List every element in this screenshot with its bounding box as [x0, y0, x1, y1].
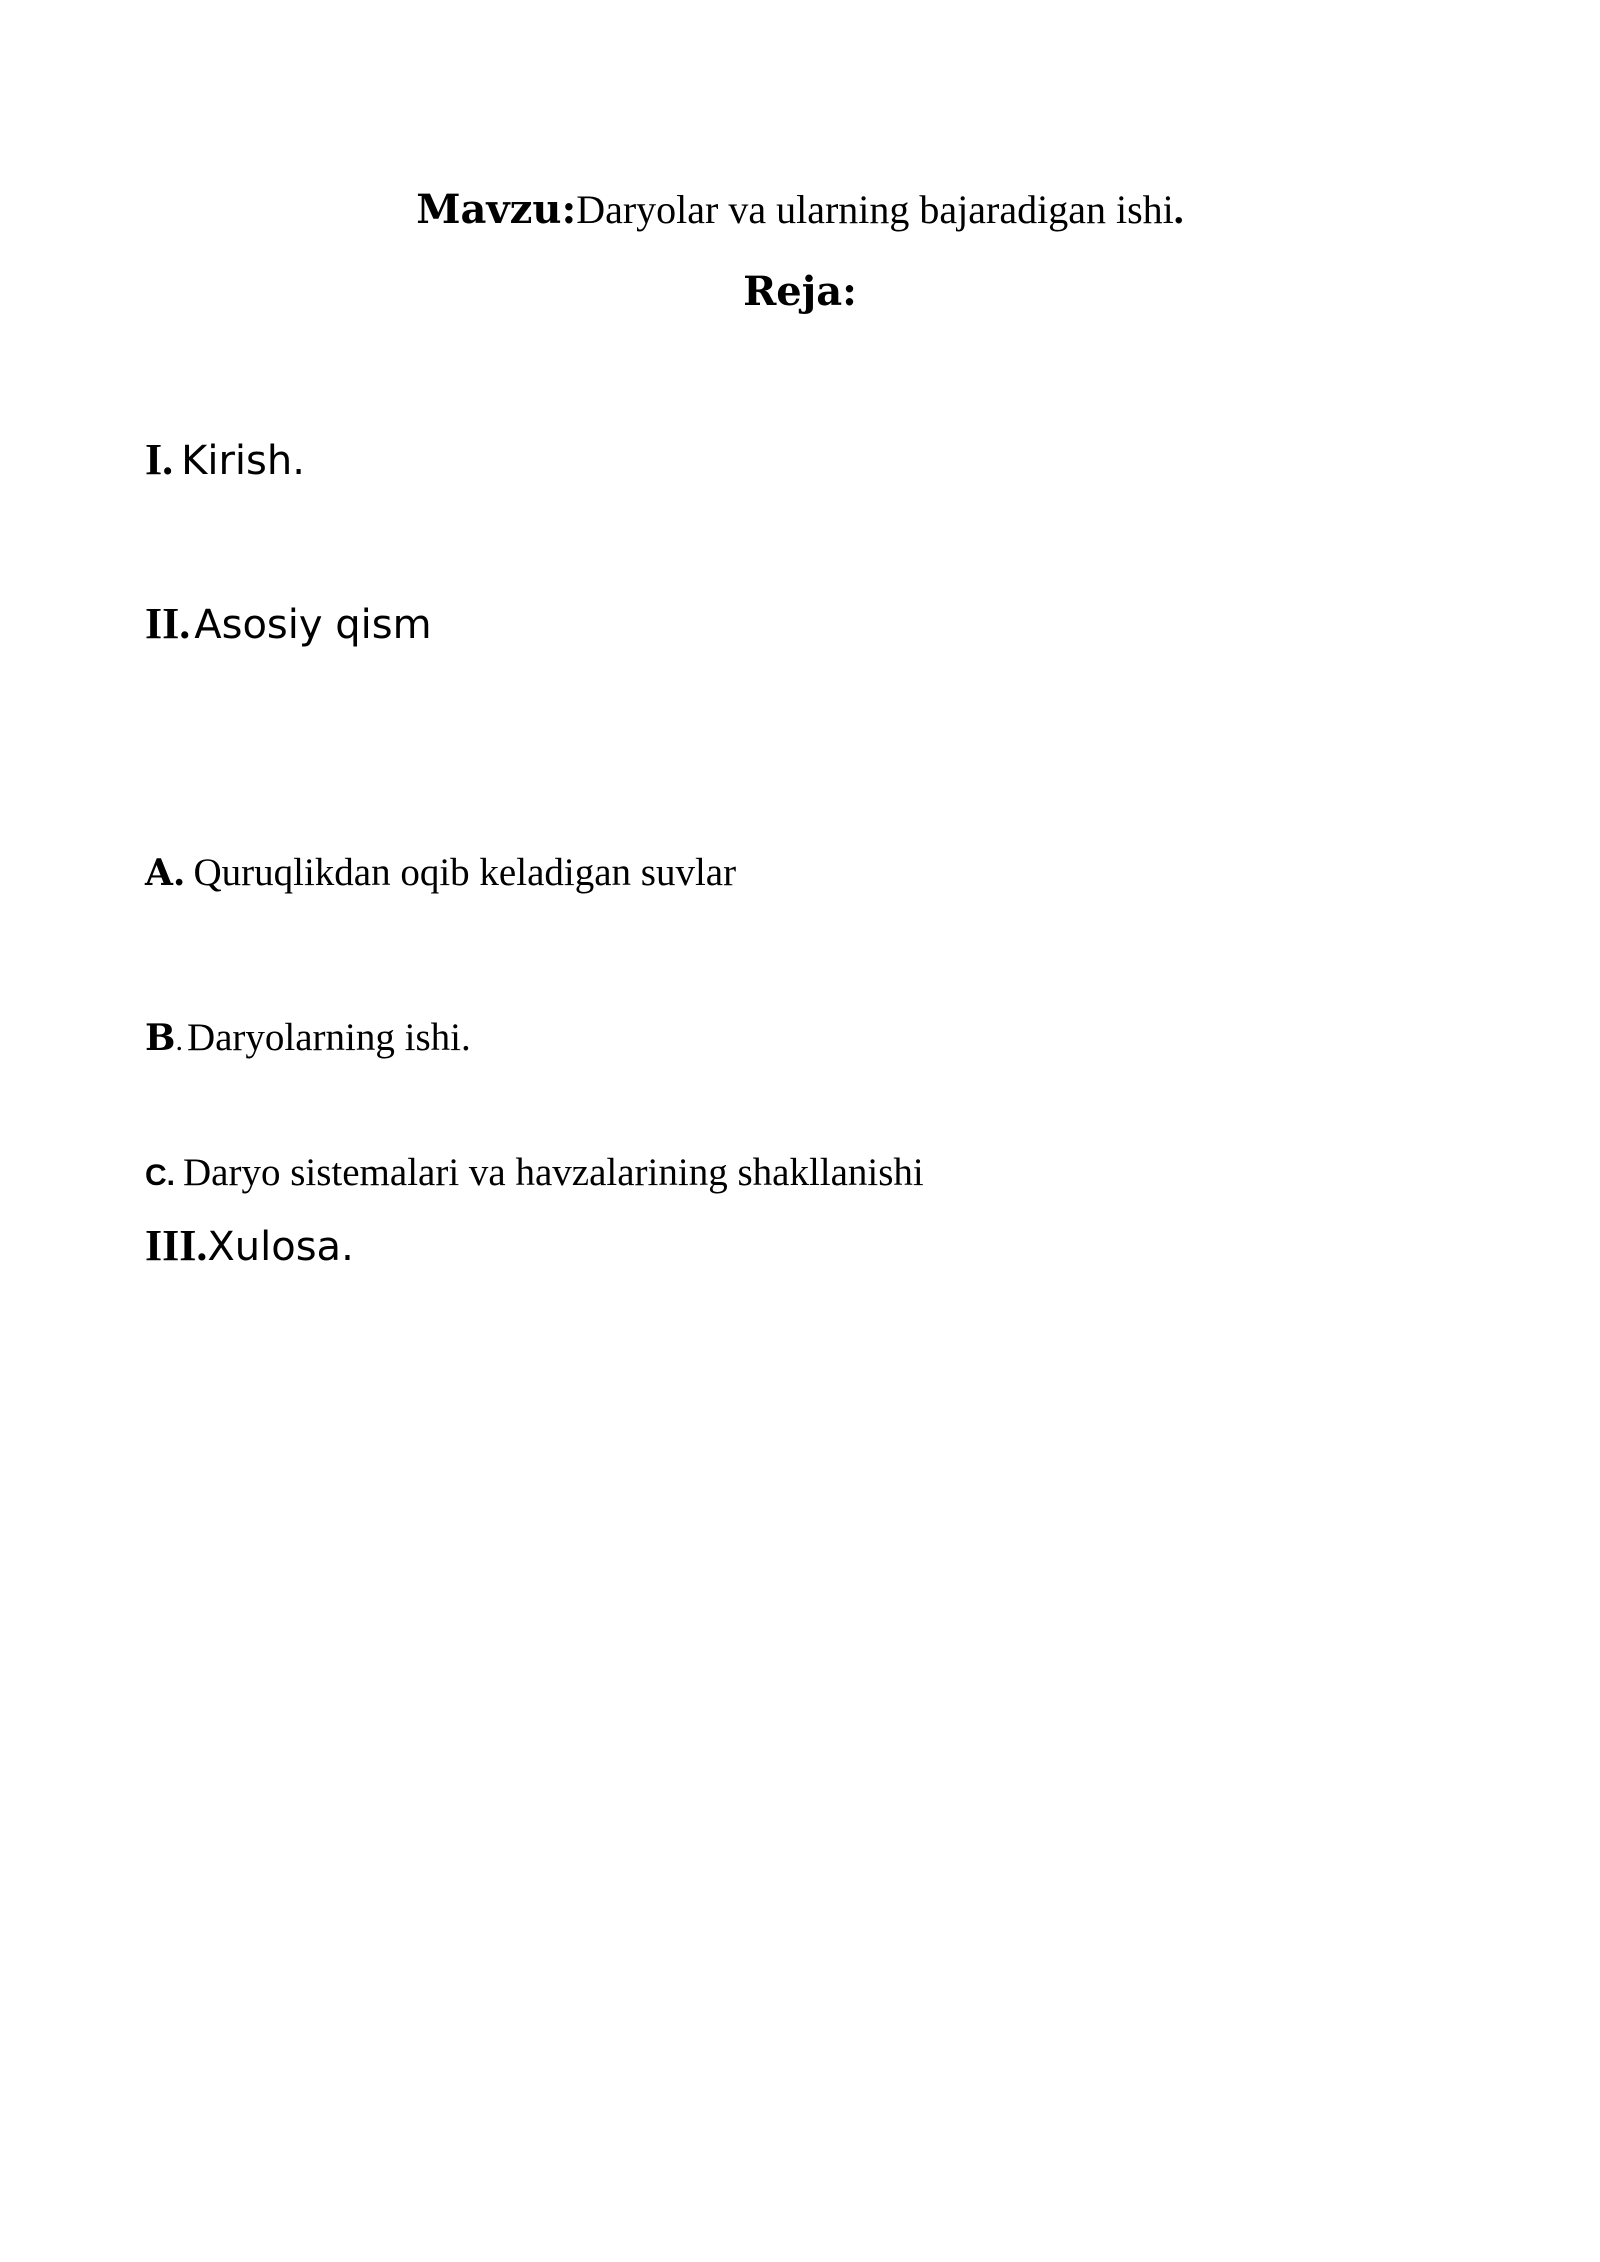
- plan-item-marker: II.: [145, 599, 191, 648]
- title-end: .: [1173, 187, 1184, 232]
- plan-item-text: Asosiy qism: [194, 602, 432, 648]
- plan-item-separator: .: [175, 1024, 183, 1057]
- plan-item-marker: C.: [145, 1159, 175, 1192]
- plan-item-marker: B: [145, 1017, 176, 1059]
- plan-heading: Reja:: [743, 268, 857, 315]
- title-text: Daryolar va ularning bajaradigan ishi: [576, 187, 1174, 232]
- plan-item-text: Kirish.: [181, 438, 305, 484]
- plan-item-conclusion: [145, 1220, 354, 1271]
- plan-item-introduction: [145, 434, 305, 485]
- document-title: [0, 186, 1600, 233]
- plan-item-main-part: [145, 598, 432, 649]
- plan-item-b: [145, 1015, 471, 1060]
- plan-item-marker: I.: [145, 435, 174, 484]
- plan-item-marker: III.: [145, 1221, 208, 1270]
- plan-item-text: Quruqlikdan oqib keladigan suvlar: [193, 851, 737, 894]
- plan-item-text: Daryo sistemalari va havzalarining shakllanishi: [183, 1151, 924, 1194]
- plan-item-c: [145, 1150, 924, 1195]
- plan-item-marker: A.: [145, 852, 186, 894]
- plan-item-a: [145, 850, 736, 895]
- plan-item-text: Xulosa.: [207, 1224, 354, 1270]
- plan-item-text: Daryolarning ishi.: [186, 1016, 471, 1059]
- title-label: Mavzu:: [416, 186, 577, 233]
